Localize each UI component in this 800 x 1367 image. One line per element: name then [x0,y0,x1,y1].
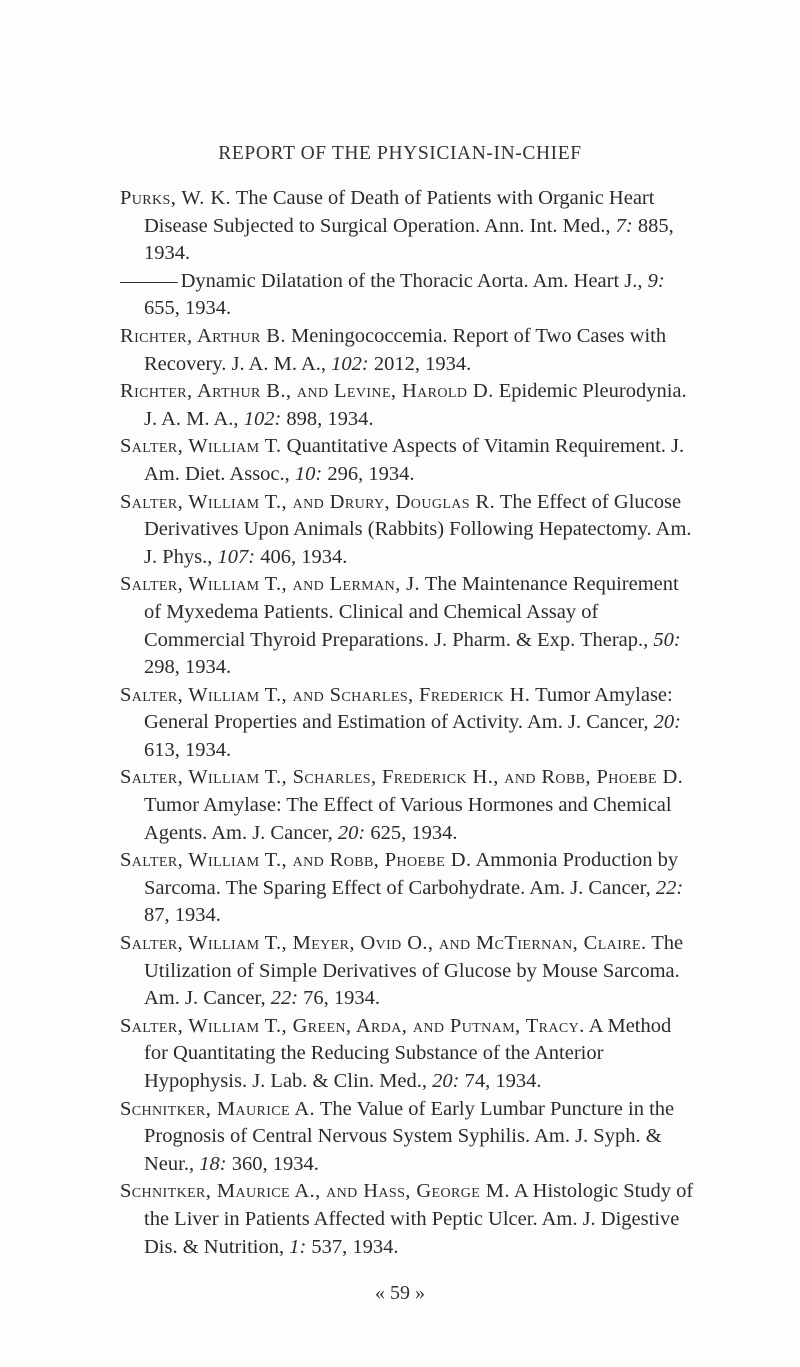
reference-pages-year: 296, 1934. [322,462,415,485]
reference-volume: 102: [243,407,282,430]
reference-entry [120,323,700,378]
reference-entry [120,571,700,681]
reference-volume: 102: [331,352,369,375]
reference-author: Salter, William T., and Scharles, Frederick H. [120,683,531,706]
reference-pages-year: 74, 1934. [459,1070,542,1092]
page-number: « 59 » [375,1282,425,1304]
reference-volume: 20: [337,821,366,844]
reference-title: The Value of Early Lumbar Puncture in the Prognosis of Central Nervous System Syphilis. Am. J. Syph. & Neur., [144,1097,675,1175]
reference-pages-year: 625, 1934. [365,821,458,844]
reference-volume: 107: [217,545,256,568]
reference-author: Schnitker, Maurice A., and Hass, George M. [120,1180,510,1203]
reference-entry [120,378,700,433]
reference-pages-year: 537, 1934. [306,1235,399,1258]
reference-pages-year: 885, 1934. [144,214,674,265]
reference-author: ——— [120,269,176,292]
reference-title: Quantitative Aspects of Vitamin Requirement. J. Am. Diet. Assoc., [144,435,685,485]
reference-title: Ammonia Production by Sarcoma. The Sparing Effect of Carbohydrate. Am. J. Cancer, [144,849,679,899]
reference-entry [120,1178,700,1261]
reference-author: Salter, William T., and Drury, Douglas R. [120,490,496,513]
reference-entry [120,930,700,1013]
reference-title: Tumor Amylase: The Effect of Various Hormones and Chemical Agents. Am. J. Cancer, [144,794,672,844]
reference-title: Dynamic Dilatation of the Thoracic Aorta. Am. Heart J., [175,269,648,292]
reference-pages-year: 76, 1934. [298,987,381,1010]
reference-pages-year: 360, 1934. [226,1152,319,1175]
reference-author: Richter, Arthur B. [120,324,286,347]
reference-author: Salter, William T., Meyer, Ovid O., and McTiernan, Claire. [120,932,647,955]
reference-volume: 20: [432,1070,460,1092]
reference-title: The Utilization of Simple Derivatives of Glucose by Mouse Sarcoma. Am. J. Cancer, [144,932,684,1010]
reference-volume: 7: [615,214,633,237]
reference-volume: 10: [294,462,323,485]
reference-entry [120,268,700,323]
reference-author: Salter, William T., Scharles, Frederick H., and Robb, Phoebe D. [120,766,684,789]
reference-entry [120,682,700,765]
reference-author: Salter, William T., and Lerman, J. [120,573,421,596]
reference-pages-year: 655, 1934. [144,297,232,320]
reference-entry [120,433,700,488]
reference-title: Epidemic Pleurodynia. J. A. M. A., [144,380,687,430]
reference-entry [120,489,700,572]
reference-pages-year: 406, 1934. [255,545,348,568]
reference-author: Purks, W. K. [120,187,232,209]
reference-author: Schnitker, Maurice A. [120,1097,316,1120]
reference-pages-year: 2012, 1934. [368,352,472,375]
reference-pages-year: 298, 1934. [144,656,232,679]
reference-entry [120,764,700,847]
reference-volume: 22: [270,987,299,1010]
reference-volume: 9: [647,269,665,292]
reference-list [120,185,700,1261]
reference-volume: 1: [289,1235,307,1258]
reference-title: Tumor Amylase: General Properties and Estimation of Activity. Am. J. Cancer, [144,683,673,734]
reference-title: The Cause of Death of Patients with Organic Heart Disease Subjected to Surgical Operation. Ann. Int. Med., [144,187,655,237]
reference-entry [120,1013,700,1096]
reference-volume: 22: [655,876,684,899]
reference-author: Salter, William T. [120,435,282,458]
reference-entry [120,1096,700,1179]
reference-author: Richter, Arthur B., and Levine, Harold D. [120,380,494,403]
reference-volume: 50: [653,628,681,651]
reference-pages-year: 613, 1934. [144,738,232,761]
reference-title: A Method for Quantitating the Reducing Substance of the Anterior Hypophysis. J. Lab. & Clin. Med., [144,1014,672,1092]
reference-author: Salter, William T., Green, Arda, and Putnam, Tracy. [120,1014,585,1037]
reference-author: Salter, William T., and Robb, Phoebe D. [120,849,472,872]
reference-pages-year: 898, 1934. [281,407,374,430]
reference-volume: 18: [199,1152,227,1175]
reference-title: Meningococcemia. Report of Two Cases with Recovery. J. A. M. A., [144,324,667,375]
reference-entry [120,185,700,268]
running-head: REPORT OF THE PHYSICIAN-IN-CHIEF [218,143,582,164]
reference-title: A Histologic Study of the Liver in Patients Affected with Peptic Ulcer. Am. J. Digestive Dis. & Nutrition, [144,1180,694,1258]
reference-title: The Maintenance Requirement of Myxedema Patients. Clinical and Chemical Assay of Commercial Thyroid Preparations. J. Pharm. & Exp. Therap., [144,573,679,651]
reference-entry [120,847,700,930]
reference-pages-year: 87, 1934. [144,904,221,927]
reference-volume: 20: [653,711,681,734]
reference-title: The Effect of Glucose Derivatives Upon Animals (Rabbits) Following Hepatectomy. Am. J. Phys., [144,490,692,568]
